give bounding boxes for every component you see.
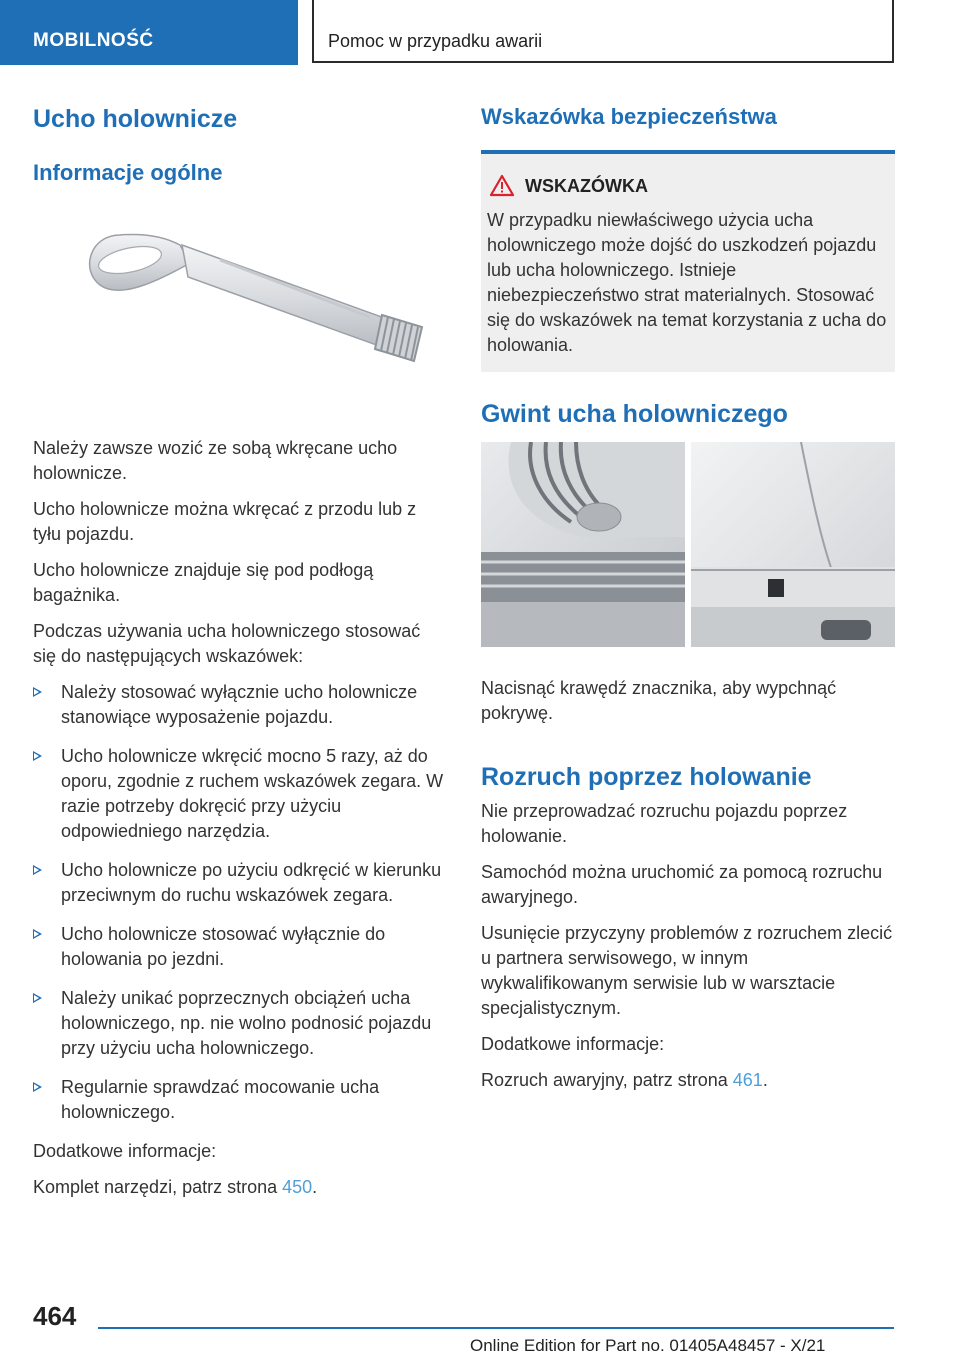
warning-triangle-icon — [489, 174, 515, 197]
list-item: Ucho holownicze stosować wyłącznie do holowania po jezdni. — [33, 922, 445, 972]
tow-hook-image — [70, 215, 450, 385]
instruction-list — [33, 680, 445, 1125]
thread-instruction: Nacisnąć krawędź znacznika, aby wypchnąć pokrywę. — [481, 678, 837, 723]
warning-text: W przypadku niewłaściwego użycia ucha holowniczego może dojść do uszkodzeń pojazdu lub ucha holowniczego. Istnieje niebezpieczeństwo strat materialnych. Stosować się do wskazówek na temat korzystania z ucha do holowania. — [487, 210, 887, 355]
warning-label: WSKAZÓWKA — [525, 176, 648, 196]
page-link-450[interactable]: 450 — [282, 1177, 313, 1197]
triangle-bullet-icon — [33, 751, 42, 761]
triangle-bullet-icon — [33, 993, 42, 1003]
paragraph-4: Podczas używania ucha holowniczego stosować się do następujących wskazówek: — [33, 621, 421, 666]
triangle-bullet-icon — [33, 1082, 42, 1092]
tow-paragraph-3: Usunięcie przyczyny problemów z rozruchem zlecić u partnera serwisowego, w innym wykwalifikowanym serwisie lub w warsztacie specjalistycznym. — [481, 923, 893, 1018]
paragraph-3: Ucho holownicze znajduje się pod podłogą bagażnika. — [33, 560, 374, 605]
page-title: Ucho holownicze — [33, 105, 238, 133]
page-link-461[interactable]: 461 — [732, 1070, 763, 1090]
tow-paragraph-1: Nie przeprowadzać rozruchu pojazdu poprzez holowanie. — [481, 801, 848, 846]
section-label: MOBILNOŚĆ — [33, 30, 154, 51]
tow-paragraph-2: Samochód można uruchomić za pomocą rozruchu awaryjnego. — [481, 862, 883, 907]
list-item: Należy unikać poprzecznych obciążeń ucha holowniczego, np. nie wolno podnosić pojazdu przy użyciu ucha holowniczego. — [33, 986, 445, 1061]
list-item: Regularnie sprawdzać mocowanie ucha holowniczego. — [33, 1075, 445, 1125]
tow-start-heading: Rozruch poprzez holowanie — [481, 763, 812, 791]
bumper-photo — [481, 442, 895, 647]
thread-heading: Gwint ucha holowniczego — [481, 400, 788, 428]
triangle-bullet-icon — [33, 865, 42, 875]
footer-divider — [98, 1327, 894, 1329]
page-number: 464 — [33, 1301, 77, 1331]
cross-reference: Rozruch awaryjny, patrz strona 461. — [481, 1070, 768, 1090]
edition-label: Online Edition for Part no. 01405A48457 - X/21 — [470, 1336, 826, 1355]
section-tab — [0, 0, 298, 65]
warning-box — [481, 150, 895, 372]
list-item: Ucho holownicze wkręcić mocno 5 razy, aż do oporu, zgodnie z ruchem wskazówek zegara. W razie potrzeby dokręcić przy użyciu odpowiedniego narzędzia. — [33, 744, 445, 844]
more-info-label: Dodatkowe informacje: — [33, 1141, 217, 1161]
list-item: Ucho holownicze po użyciu odkręcić w kierunku przeciwnym do ruchu wskazówek zegara. — [33, 858, 445, 908]
list-item: Należy stosować wyłącznie ucho holownicze stanowiące wyposażenie pojazdu. — [33, 680, 445, 730]
triangle-bullet-icon — [33, 687, 42, 697]
triangle-bullet-icon — [33, 929, 42, 939]
section-subtitle: Informacje ogólne — [33, 160, 223, 185]
paragraph-1: Należy zawsze wozić ze sobą wkręcane ucho holownicze. — [33, 438, 398, 483]
more-info-label: Dodatkowe informacje: — [481, 1034, 665, 1054]
cross-reference: Komplet narzędzi, patrz strona 450. — [33, 1177, 318, 1197]
paragraph-2: Ucho holownicze można wkręcać z przodu lub z tyłu pojazdu. — [33, 499, 417, 544]
chapter-header — [312, 0, 894, 63]
chapter-label: Pomoc w przypadku awarii — [328, 31, 543, 51]
safety-heading: Wskazówka bezpieczeństwa — [481, 104, 777, 129]
